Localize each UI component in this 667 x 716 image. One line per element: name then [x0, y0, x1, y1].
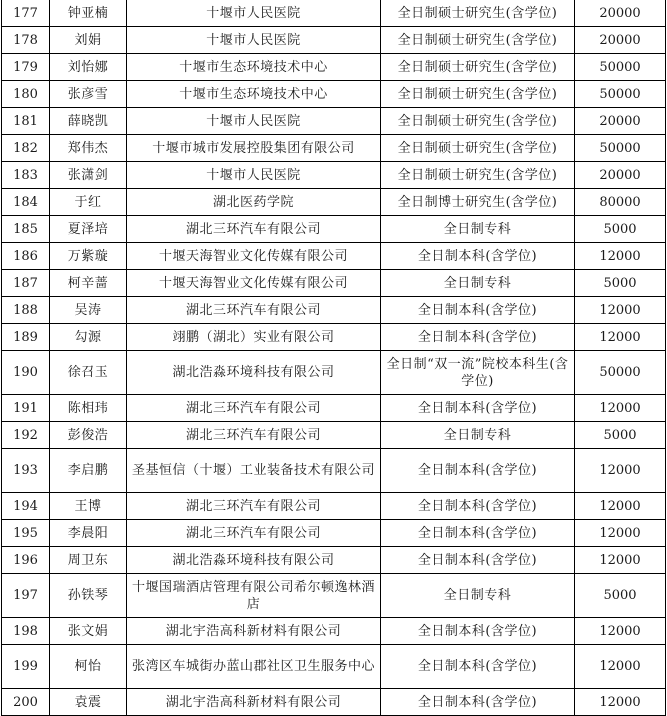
- amount-cell: 20000: [575, 108, 666, 135]
- name-cell: 郑伟杰: [50, 135, 127, 162]
- name-cell: 袁震: [50, 689, 127, 716]
- education-cell: 全日制专科: [381, 216, 575, 243]
- education-cell: 全日制专科: [381, 422, 575, 449]
- table-row: [2, 324, 666, 351]
- row-number-cell: 193: [2, 449, 50, 493]
- amount-cell: 20000: [575, 0, 666, 27]
- employer-cell: 十堰市人民医院: [127, 162, 381, 189]
- education-cell: 全日制本科(含学位): [381, 449, 575, 493]
- table-row: [2, 422, 666, 449]
- amount-cell: 12000: [575, 689, 666, 716]
- table-row: [2, 618, 666, 645]
- amount-cell: 12000: [575, 520, 666, 547]
- education-cell: 全日制本科(含学位): [381, 297, 575, 324]
- table-row: [2, 54, 666, 81]
- table-row: [2, 0, 666, 27]
- row-number-cell: 188: [2, 297, 50, 324]
- row-number-cell: 197: [2, 574, 50, 618]
- table-row: [2, 162, 666, 189]
- education-cell: 全日制硕士研究生(含学位): [381, 0, 575, 27]
- table-row: [2, 395, 666, 422]
- amount-cell: 50000: [575, 81, 666, 108]
- name-cell: 刘娟: [50, 27, 127, 54]
- table-row: [2, 270, 666, 297]
- table-row: [2, 216, 666, 243]
- amount-cell: 12000: [575, 449, 666, 493]
- row-number-cell: 196: [2, 547, 50, 574]
- table-row: [2, 574, 666, 618]
- name-cell: 周卫东: [50, 547, 127, 574]
- amount-cell: 12000: [575, 493, 666, 520]
- row-number-cell: 191: [2, 395, 50, 422]
- employer-cell: 十堰天海智业文化传媒有限公司: [127, 243, 381, 270]
- name-cell: 王博: [50, 493, 127, 520]
- employer-cell: 湖北三环汽车有限公司: [127, 395, 381, 422]
- amount-cell: 20000: [575, 162, 666, 189]
- row-number-cell: 195: [2, 520, 50, 547]
- table-row: [2, 351, 666, 395]
- table-row: [2, 27, 666, 54]
- education-cell: 全日制硕士研究生(含学位): [381, 81, 575, 108]
- employer-cell: 十堰天海智业文化传媒有限公司: [127, 270, 381, 297]
- amount-cell: 12000: [575, 395, 666, 422]
- name-cell: 柯怡: [50, 645, 127, 689]
- employer-cell: 湖北宇浩高科新材料有限公司: [127, 618, 381, 645]
- amount-cell: 12000: [575, 324, 666, 351]
- amount-cell: 12000: [575, 618, 666, 645]
- name-cell: 李晨阳: [50, 520, 127, 547]
- education-cell: 全日制本科(含学位): [381, 689, 575, 716]
- table-row: [2, 108, 666, 135]
- employer-cell: 张湾区车城街办蓝山郡社区卫生服务中心: [127, 645, 381, 689]
- employer-cell: 十堰市城市发展控股集团有限公司: [127, 135, 381, 162]
- name-cell: 徐召玉: [50, 351, 127, 395]
- name-cell: 勾源: [50, 324, 127, 351]
- education-cell: 全日制本科(含学位): [381, 520, 575, 547]
- amount-cell: 50000: [575, 351, 666, 395]
- employer-cell: 湖北三环汽车有限公司: [127, 297, 381, 324]
- education-cell: 全日制硕士研究生(含学位): [381, 135, 575, 162]
- name-cell: 薛晓凯: [50, 108, 127, 135]
- name-cell: 钟亚楠: [50, 0, 127, 27]
- employer-cell: 十堰市人民医院: [127, 0, 381, 27]
- row-number-cell: 179: [2, 54, 50, 81]
- name-cell: 陈相玮: [50, 395, 127, 422]
- table-row: [2, 135, 666, 162]
- table-row: [2, 81, 666, 108]
- row-number-cell: 190: [2, 351, 50, 395]
- amount-cell: 80000: [575, 189, 666, 216]
- amount-cell: 20000: [575, 27, 666, 54]
- name-cell: 于红: [50, 189, 127, 216]
- education-cell: 全日制本科(含学位): [381, 547, 575, 574]
- employer-cell: 十堰市生态环境技术中心: [127, 81, 381, 108]
- employer-cell: 湖北浩淼环境科技有限公司: [127, 351, 381, 395]
- amount-cell: 12000: [575, 547, 666, 574]
- amount-cell: 50000: [575, 135, 666, 162]
- row-number-cell: 189: [2, 324, 50, 351]
- education-cell: 全日制本科(含学位): [381, 243, 575, 270]
- name-cell: 张潇剑: [50, 162, 127, 189]
- employer-cell: 十堰市生态环境技术中心: [127, 54, 381, 81]
- education-cell: 全日制“双一流”院校本科生(含学位): [381, 351, 575, 395]
- education-cell: 全日制硕士研究生(含学位): [381, 162, 575, 189]
- row-number-cell: 199: [2, 645, 50, 689]
- education-cell: 全日制本科(含学位): [381, 493, 575, 520]
- education-cell: 全日制硕士研究生(含学位): [381, 54, 575, 81]
- amount-cell: 12000: [575, 297, 666, 324]
- amount-cell: 5000: [575, 270, 666, 297]
- education-cell: 全日制本科(含学位): [381, 395, 575, 422]
- education-cell: 全日制本科(含学位): [381, 645, 575, 689]
- table-row: [2, 449, 666, 493]
- employer-cell: 湖北三环汽车有限公司: [127, 216, 381, 243]
- row-number-cell: 182: [2, 135, 50, 162]
- row-number-cell: 185: [2, 216, 50, 243]
- table-row: [2, 645, 666, 689]
- row-number-cell: 178: [2, 27, 50, 54]
- employer-cell: 湖北三环汽车有限公司: [127, 493, 381, 520]
- table-row: [2, 493, 666, 520]
- amount-cell: 5000: [575, 216, 666, 243]
- row-number-cell: 184: [2, 189, 50, 216]
- table-row: [2, 547, 666, 574]
- row-number-cell: 183: [2, 162, 50, 189]
- table-row: [2, 297, 666, 324]
- employer-cell: 湖北浩淼环境科技有限公司: [127, 547, 381, 574]
- name-cell: 万紫璇: [50, 243, 127, 270]
- employer-cell: 十堰市人民医院: [127, 108, 381, 135]
- amount-cell: 5000: [575, 422, 666, 449]
- row-number-cell: 192: [2, 422, 50, 449]
- education-cell: 全日制专科: [381, 270, 575, 297]
- education-cell: 全日制本科(含学位): [381, 618, 575, 645]
- name-cell: 柯辛蔷: [50, 270, 127, 297]
- education-cell: 全日制专科: [381, 574, 575, 618]
- row-number-cell: 181: [2, 108, 50, 135]
- table-body: [2, 0, 666, 716]
- row-number-cell: 200: [2, 689, 50, 716]
- amount-cell: 5000: [575, 574, 666, 618]
- employer-cell: 湖北三环汽车有限公司: [127, 520, 381, 547]
- name-cell: 刘怡娜: [50, 54, 127, 81]
- education-cell: 全日制硕士研究生(含学位): [381, 27, 575, 54]
- employer-cell: 十堰市人民医院: [127, 27, 381, 54]
- name-cell: 张彦雪: [50, 81, 127, 108]
- name-cell: 张文娟: [50, 618, 127, 645]
- row-number-cell: 180: [2, 81, 50, 108]
- name-cell: 夏泽培: [50, 216, 127, 243]
- employer-cell: 圣基恒信（十堰）工业装备技术有限公司: [127, 449, 381, 493]
- education-cell: 全日制博士研究生(含学位): [381, 189, 575, 216]
- employer-cell: 湖北三环汽车有限公司: [127, 422, 381, 449]
- employer-cell: 湖北宇浩高科新材料有限公司: [127, 689, 381, 716]
- table-row: [2, 189, 666, 216]
- table-row: [2, 243, 666, 270]
- employer-cell: 十堰国瑞酒店管理有限公司希尔顿逸林酒店: [127, 574, 381, 618]
- name-cell: 吴涛: [50, 297, 127, 324]
- education-cell: 全日制本科(含学位): [381, 324, 575, 351]
- employer-cell: 湖北医药学院: [127, 189, 381, 216]
- row-number-cell: 187: [2, 270, 50, 297]
- amount-cell: 12000: [575, 243, 666, 270]
- amount-cell: 50000: [575, 54, 666, 81]
- name-cell: 彭俊浩: [50, 422, 127, 449]
- row-number-cell: 177: [2, 0, 50, 27]
- table-row: [2, 520, 666, 547]
- name-cell: 李启鹏: [50, 449, 127, 493]
- row-number-cell: 198: [2, 618, 50, 645]
- amount-cell: 12000: [575, 645, 666, 689]
- education-cell: 全日制硕士研究生(含学位): [381, 108, 575, 135]
- subsidy-list-table: [1, 0, 666, 716]
- table-row: [2, 689, 666, 716]
- row-number-cell: 194: [2, 493, 50, 520]
- name-cell: 孙铁琴: [50, 574, 127, 618]
- employer-cell: 翊鹏（湖北）实业有限公司: [127, 324, 381, 351]
- row-number-cell: 186: [2, 243, 50, 270]
